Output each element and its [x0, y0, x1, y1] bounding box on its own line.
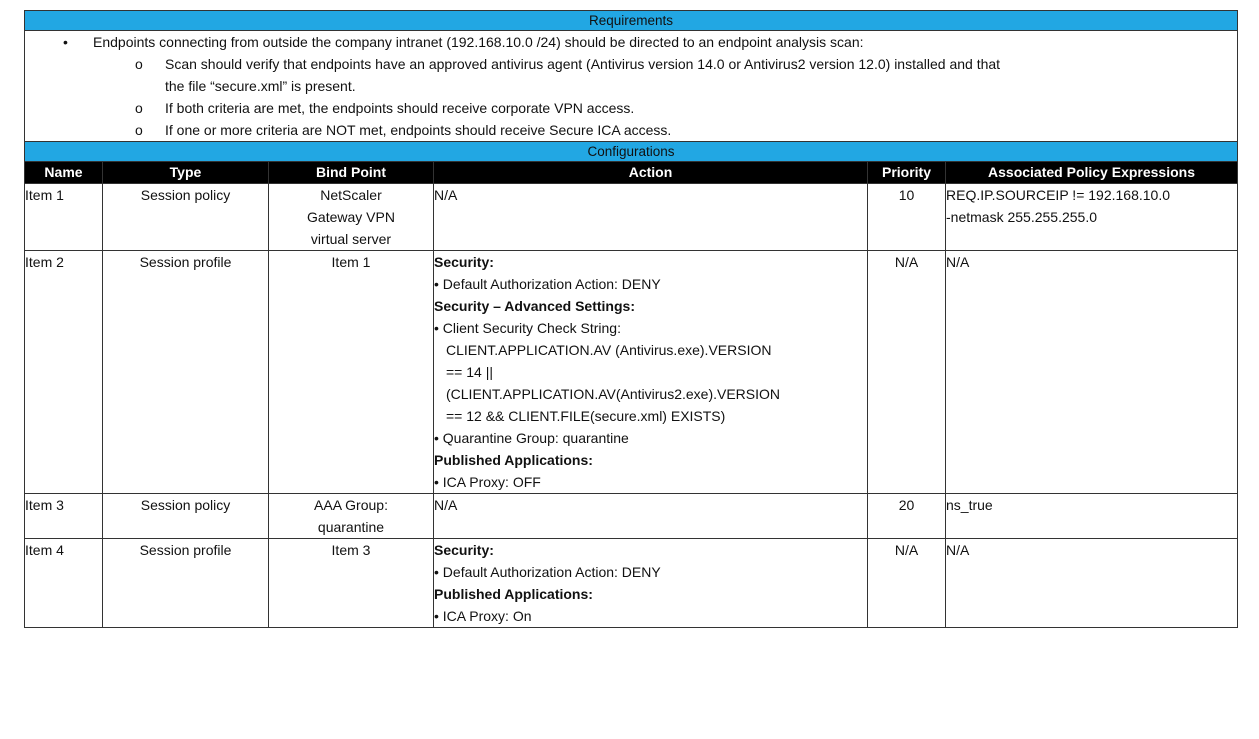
cell-name: Item 4	[25, 539, 103, 628]
document-page	[24, 10, 1237, 628]
check-string-line: == 14 ||	[446, 364, 493, 380]
security-label: Security:	[434, 542, 494, 558]
bind-line: Item 3	[331, 542, 371, 558]
cell-action: N/A	[434, 494, 868, 539]
table-row	[25, 251, 1238, 494]
requirements-sub-item	[25, 53, 1237, 75]
bind-line: virtual server	[310, 231, 392, 247]
requirements-bullet	[25, 31, 1237, 53]
published-apps-label: Published Applications:	[434, 586, 593, 602]
bind-line: quarantine	[317, 519, 385, 535]
cell-priority: N/A	[868, 251, 946, 494]
cell-action: N/A	[434, 184, 868, 251]
requirements-title-bar	[25, 11, 1238, 31]
requirements-sub-text: If both criteria are met, the endpoints should receive corporate VPN access.	[165, 100, 635, 116]
cell-name: Item 1	[25, 184, 103, 251]
cell-bind-point	[269, 251, 434, 494]
cell-expression	[946, 251, 1238, 494]
requirements-sub-item	[25, 97, 1237, 119]
cell-expression	[946, 539, 1238, 628]
cell-name: Item 3	[25, 494, 103, 539]
cell-expression	[946, 184, 1238, 251]
requirements-sub-text: Scan should verify that endpoints have an approved antivirus agent (Antivirus version 14.0 or Antivirus2 version 12.0) installed and that	[165, 56, 1001, 72]
check-string-line: CLIENT.APPLICATION.AV (Antivirus.exe).VERSION	[446, 342, 772, 358]
column-header-priority: Priority	[868, 162, 946, 184]
cell-priority: 20	[868, 494, 946, 539]
check-string-label: • Client Security Check String:	[434, 317, 867, 339]
security-item: • Default Authorization Action: DENY	[434, 273, 867, 295]
security-label: Security:	[434, 254, 494, 270]
circle-bullet-icon: o	[135, 56, 143, 72]
column-header-action: Action	[434, 162, 868, 184]
bind-line: Item 1	[331, 254, 371, 270]
bind-line: AAA Group:	[314, 497, 388, 513]
security-item: • Default Authorization Action: DENY	[434, 561, 867, 583]
cell-name: Item 2	[25, 251, 103, 494]
requirements-title: Requirements	[588, 13, 674, 28]
cell-type: Session policy	[103, 184, 269, 251]
cell-action	[434, 539, 868, 628]
column-header-expressions: Associated Policy Expressions	[946, 162, 1238, 184]
table-header-row	[25, 162, 1238, 184]
partial-rule-divider	[992, 538, 1237, 539]
configurations-title-bar	[25, 142, 1238, 162]
bullet-dot-icon: •	[63, 34, 68, 50]
table-row	[25, 539, 1238, 628]
expression-line: N/A	[946, 542, 970, 558]
expression-line: N/A	[946, 254, 970, 270]
bind-line: Gateway VPN	[307, 209, 395, 225]
column-header-bind-point: Bind Point	[269, 162, 434, 184]
published-apps-label: Published Applications:	[434, 452, 593, 468]
table-row	[25, 494, 1238, 539]
cell-bind-point	[269, 539, 434, 628]
expression-line: ns_true	[946, 497, 993, 513]
cell-bind-point	[269, 184, 434, 251]
cell-priority: N/A	[868, 539, 946, 628]
column-header-name: Name	[25, 162, 103, 184]
configurations-title: Configurations	[587, 144, 675, 159]
circle-bullet-icon: o	[135, 122, 143, 138]
cell-type: Session profile	[103, 539, 269, 628]
requirements-configurations-table	[24, 10, 1238, 628]
table-row	[25, 184, 1238, 251]
check-string-line: == 12 && CLIENT.FILE(secure.xml) EXISTS)	[446, 408, 726, 424]
cell-priority: 10	[868, 184, 946, 251]
column-header-type: Type	[103, 162, 269, 184]
cell-expression	[946, 494, 1238, 539]
ica-proxy-item: • ICA Proxy: On	[434, 605, 867, 627]
requirements-bullet-text: Endpoints connecting from outside the company intranet (192.168.10.0 /24) should be directed to an endpoint analysis scan:	[93, 34, 864, 50]
quarantine-item: • Quarantine Group: quarantine	[434, 427, 867, 449]
bind-line: NetScaler	[320, 187, 382, 203]
requirements-sub-text: If one or more criteria are NOT met, endpoints should receive Secure ICA access.	[165, 122, 672, 138]
circle-bullet-icon: o	[135, 100, 143, 116]
requirements-sub-item	[25, 119, 1237, 141]
requirements-sub-item-continued	[25, 75, 1237, 97]
advanced-settings-label: Security – Advanced Settings:	[434, 298, 635, 314]
check-string-line: (CLIENT.APPLICATION.AV(Antivirus2.exe).VERSION	[446, 386, 781, 402]
ica-proxy-item: • ICA Proxy: OFF	[434, 471, 867, 493]
cell-type: Session profile	[103, 251, 269, 494]
expression-line: REQ.IP.SOURCEIP != 192.168.10.0	[946, 187, 1170, 203]
cell-type: Session policy	[103, 494, 269, 539]
expression-line: -netmask 255.255.255.0	[946, 209, 1097, 225]
cell-bind-point	[269, 494, 434, 539]
cell-action	[434, 251, 868, 494]
requirements-body	[25, 31, 1238, 142]
requirements-sub-text: the file “secure.xml” is present.	[165, 78, 356, 94]
